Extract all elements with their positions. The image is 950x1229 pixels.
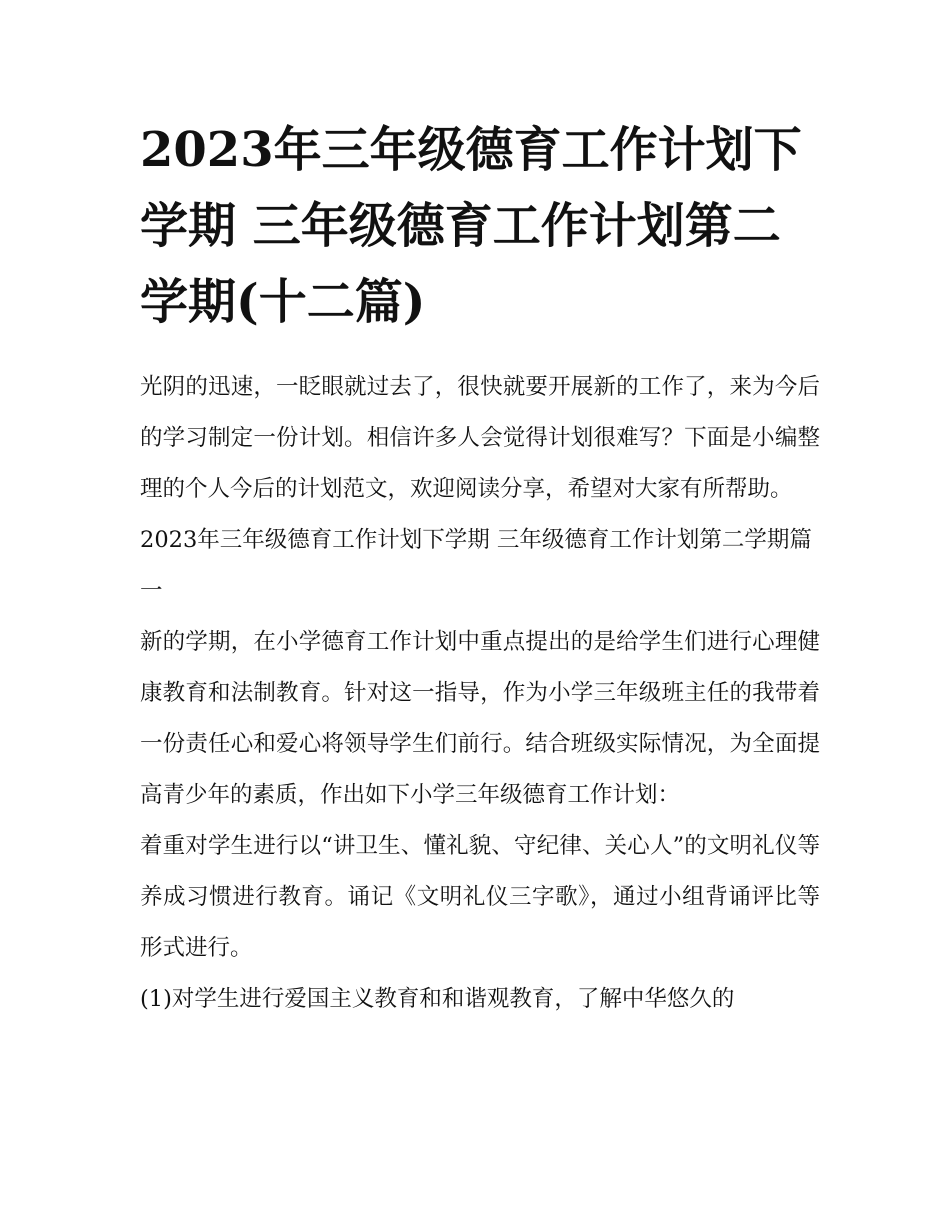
- body-paragraph-2: 着重对学生进行以“讲卫生、懂礼貌、守纪律、关心人”的文明礼仪等养成习惯进行教育。诵记《文明礼仪三字歌》，通过小组背诵评比等形式进行。: [140, 833, 820, 961]
- intro-paragraph: 光阴的迅速，一眨眼就过去了，很快就要开展新的工作了，来为今后的学习制定一份计划。相信许多人会觉得计划很难写？下面是小编整理的个人今后的计划范文，欢迎阅读分享，希望对大家有所帮助。: [140, 374, 820, 502]
- section-heading: 2023年三年级德育工作计划下学期 三年级德育工作计划第二学期篇一: [140, 527, 812, 604]
- body-paragraph-1: 新的学期，在小学德育工作计划中重点提出的是给学生们进行心理健康教育和法制教育。针对这一指导，作为小学三年级班主任的我带着一份责任心和爱心将领导学生们前行。结合班级实际情况，为全面提高青少年的素质，作出如下小学三年级德育工作计划：: [140, 629, 820, 808]
- document-page: [140, 112, 820, 1025]
- document-title: 2023年三年级德育工作计划下学期 三年级德育工作计划第二学期(十二篇): [140, 122, 802, 330]
- body-paragraph-3: (1)对学生进行爱国主义教育和和谐观教育，了解中华悠久的: [140, 986, 735, 1012]
